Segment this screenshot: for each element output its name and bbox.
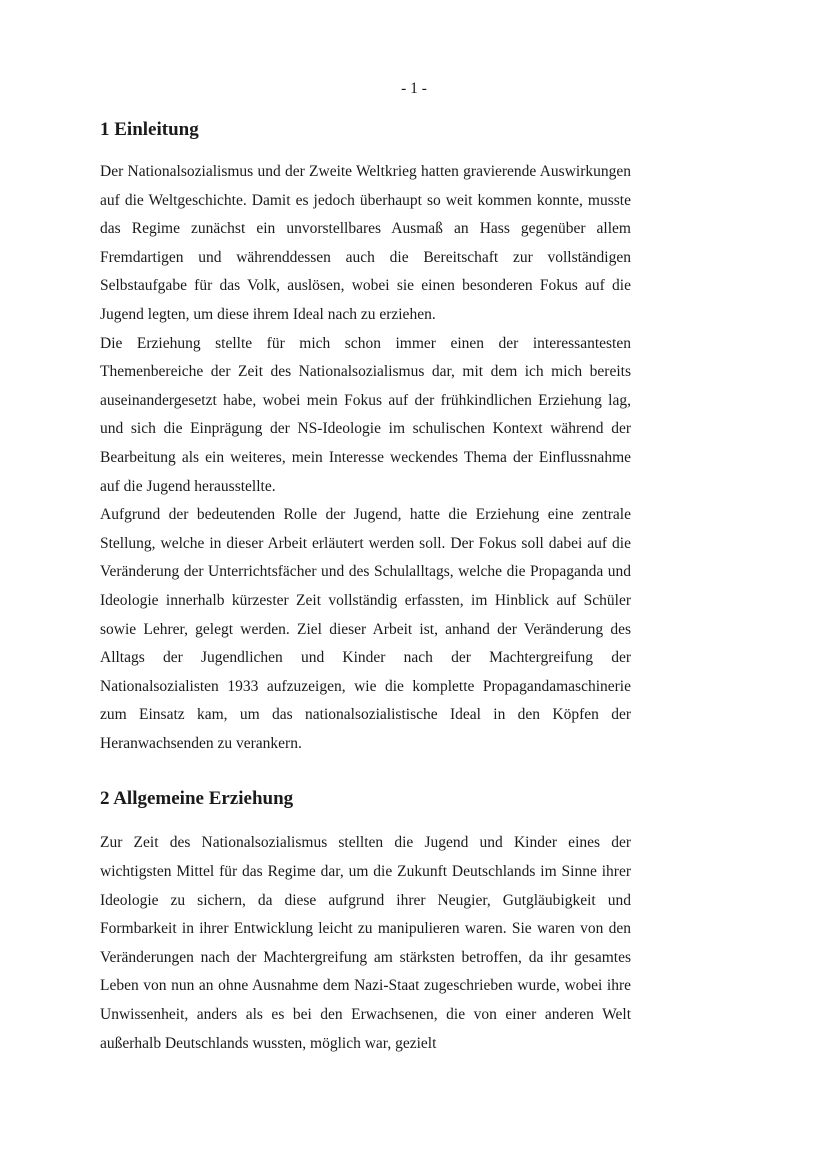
section-heading-general-education: 2 Allgemeine Erziehung [100,788,294,810]
paragraph: Der Nationalsozialismus und der Zweite Weltkrieg hatten gravierende Auswirkungen auf die Weltgeschichte. Damit es jedoch überhaupt so weit kommen konnte, musste das Regime zunächst ein unvorstellbares Ausmaß an Hass gegenüber allem Fremdartigen und währenddessen auch die Bereitschaft zur vollständigen Selbstaufgabe für das Volk, auslösen, wobei sie einen besonderen Fokus auf die Jugend legten, um diese ihrem Ideal nach zu erziehen. [100,163,631,323]
section-introduction [100,117,631,758]
page-content [100,117,631,1058]
section-heading-introduction: 1 Einleitung [100,119,199,140]
paragraph: Die Erziehung stellte für mich schon immer einen der interessantesten Themenbereiche der Zeit des Nationalsozialismus dar, mit dem ich mich bereits auseinandergesetzt habe, wobei mein Fokus auf der frühkindlichen Erziehung lag, und sich die Einprägung der NS-Ideologie im schulischen Kontext während der Bearbeitung als ein weiteres, mein Interesse weckendes Thema der Einflussnahme auf die Jugend herausstellte. [100,334,631,495]
page-number: - 1 - [401,80,427,97]
paragraph: Zur Zeit des Nationalsozialismus stellten die Jugend und Kinder eines der wichtigsten Mittel für das Regime dar, um die Zukunft Deutschlands im Sinne ihrer Ideologie zu sichern, da diese aufgrund ihrer Neugier, Gutgläubigkeit und Formbarkeit in ihrer Entwicklung leicht zu manipulieren waren. Sie waren von den Veränderungen nach der Machtergreifung am stärksten betroffen, da ihr gesamtes Leben von nun an ohne Ausnahme dem Nazi-Staat zugeschrieben wurde, wobei ihre Unwissenheit, anders als es bei den Erwachsenen, die von einer anderen Welt außerhalb Deutschlands wussten, möglich war, gezielt [100,834,631,1052]
section-general-education [100,786,631,1058]
paragraph: Aufgrund der bedeutenden Rolle der Jugend, hatte die Erziehung eine zentrale Stellung, welche in dieser Arbeit erläutert werden soll. Der Fokus soll dabei auf die Veränderung der Unterrichtsfächer und des Schulalltags, welche die Propaganda und Ideologie innerhalb kürzester Zeit vollständig erfassten, im Hinblick auf Schüler sowie Lehrer, gelegt werden. Ziel dieser Arbeit ist, anhand der Veränderung des Alltags der Jugendlichen und Kinder nach der Machtergreifung der Nationalsozialisten 1933 aufzuzeigen, wie die komplette Propagandamaschinerie zum Einsatz kam, um das nationalsozialistische Ideal in den Köpfen der Heranwachsenden zu verankern. [100,506,631,752]
